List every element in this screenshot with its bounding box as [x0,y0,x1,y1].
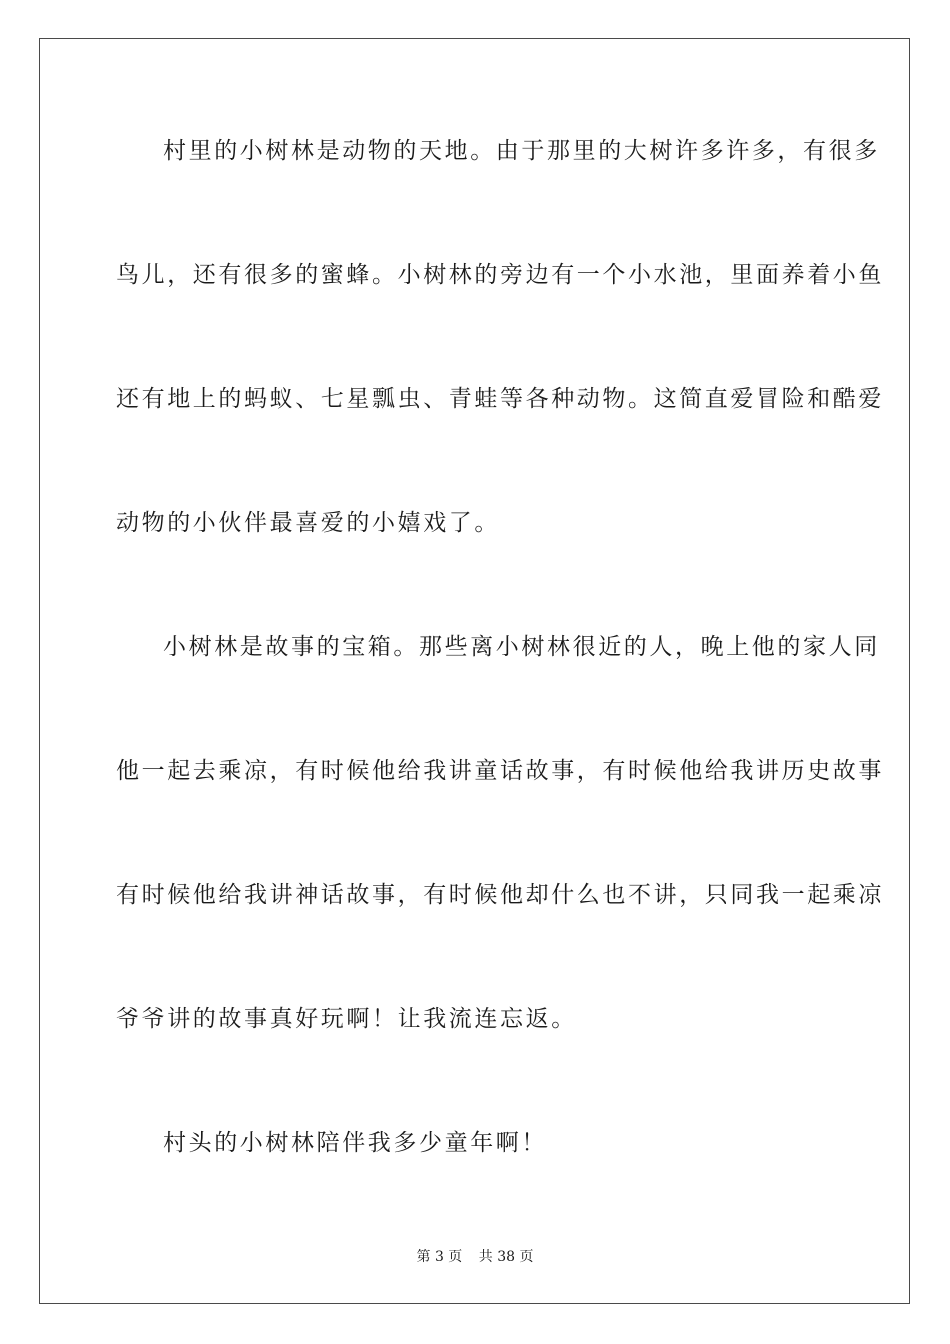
total-pages: 共 38 页 [478,1249,534,1265]
paragraph-2-line-4: 爷爷讲的故事真好玩啊！让我流连忘返。 [116,1006,577,1032]
paragraph-2-line-3: 有时候他给我讲神话故事，有时候他却什么也不讲，只同我一起乘凉 [116,882,884,908]
paragraph-1-line-3: 还有地上的蚂蚁、七星瓢虫、青蛙等各种动物。这简直爱冒险和酷爱 [116,386,884,412]
paragraph-1-line-4: 动物的小伙伴最喜爱的小嬉戏了。 [116,510,500,536]
page-footer [0,1246,950,1266]
page-number: 第 3 页 [416,1249,463,1265]
paragraph-2-line-2: 他一起去乘凉，有时候他给我讲童话故事，有时候他给我讲历史故事 [116,758,884,784]
paragraph-1-line-1: 村里的小树林是动物的天地。由于那里的大树许多许多，有很多 [163,138,880,164]
paragraph-1-line-2: 鸟儿，还有很多的蜜蜂。小树林的旁边有一个小水池，里面养着小鱼 [116,262,884,288]
paragraph-3-line-1: 村头的小树林陪伴我多少童年啊！ [163,1130,547,1156]
page-border [39,38,910,1304]
paragraph-2-line-1: 小树林是故事的宝箱。那些离小树林很近的人，晚上他的家人同 [163,634,880,660]
